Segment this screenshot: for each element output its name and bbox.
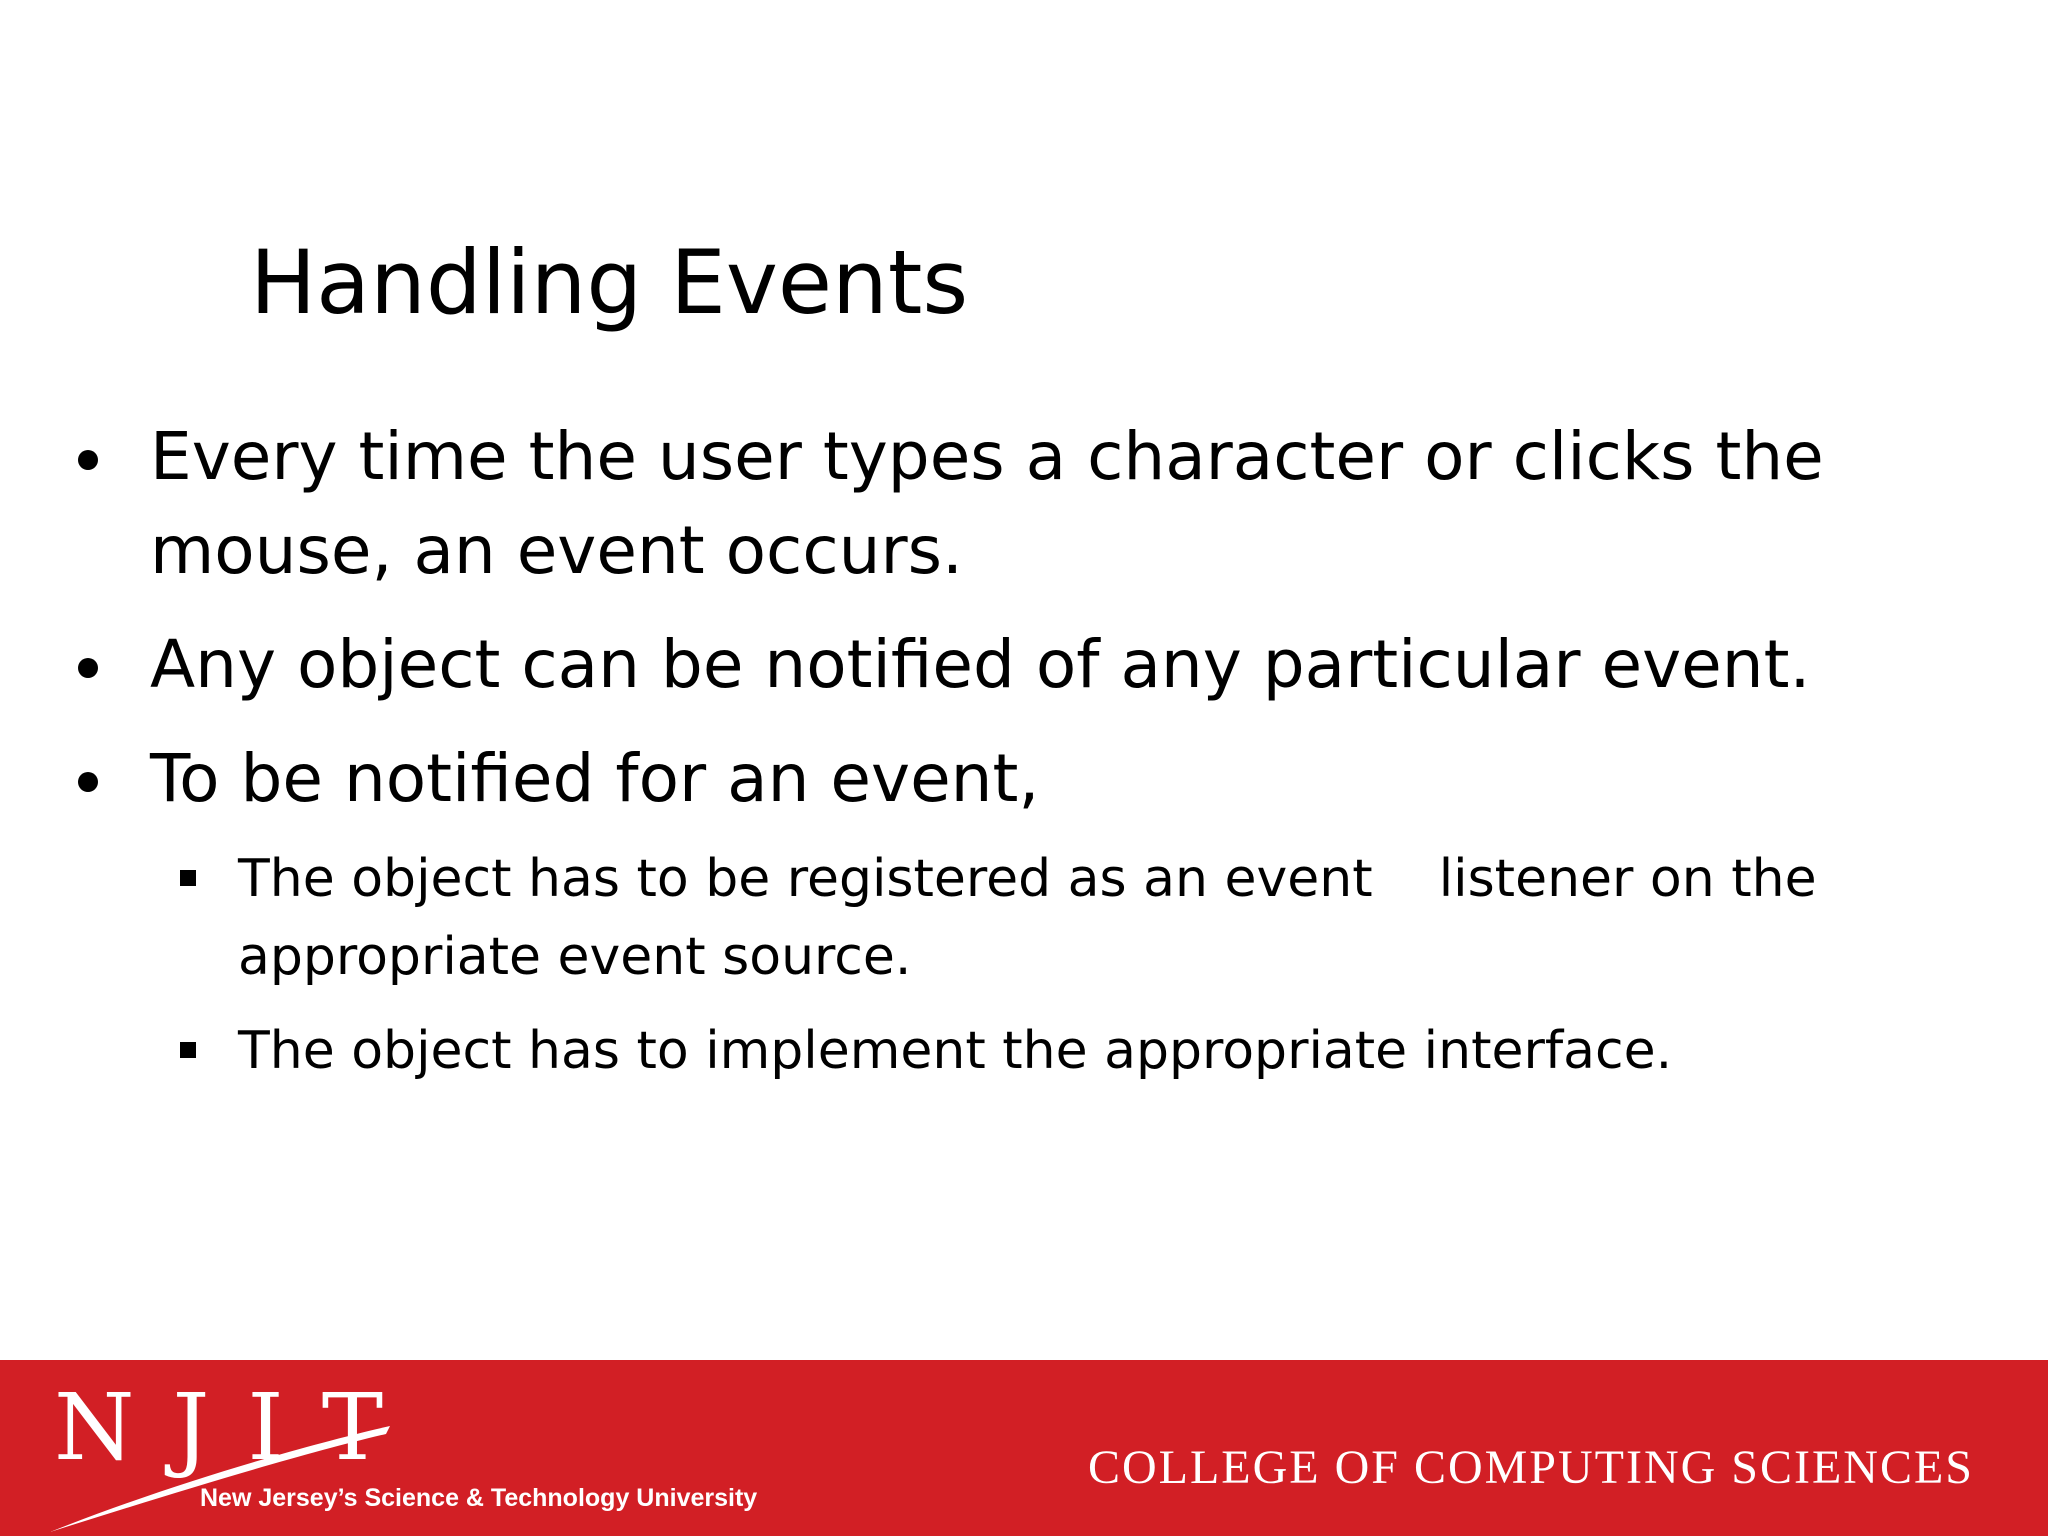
bullet-text: Any object can be notified of any particular event. xyxy=(150,626,1811,703)
sub-bullet-item xyxy=(0,840,1850,996)
footer-banner xyxy=(0,1360,2048,1536)
bullet-text: Every time the user types a character or clicks the mouse, an event occurs. xyxy=(150,418,1824,589)
sub-bullet-text: The object has to implement the appropriate interface. xyxy=(238,1021,1673,1081)
njit-logo xyxy=(50,1374,770,1534)
college-name: COLLEGE OF COMPUTING SCIENCES xyxy=(1087,1441,1974,1494)
logo-tagline: New Jersey’s Science & Technology University xyxy=(200,1484,758,1512)
bullet-item xyxy=(0,618,1850,712)
bullet-dot-icon xyxy=(78,658,98,678)
sub-bullet-item xyxy=(0,1012,1850,1090)
slide-title: Handling Events xyxy=(250,231,969,334)
bullet-dot-icon xyxy=(78,772,98,792)
bullet-item xyxy=(0,732,1850,826)
bullet-text: To be notified for an event, xyxy=(150,740,1040,817)
slide-content xyxy=(0,410,2048,1090)
bullet-dot-icon xyxy=(78,450,98,470)
sub-bullet-text: The object has to be registered as an event listener on the appropriate event source. xyxy=(238,849,1834,987)
square-bullet-icon xyxy=(180,1042,196,1058)
bullet-item xyxy=(0,410,1850,598)
square-bullet-icon xyxy=(180,870,196,886)
logo-letters: NJIT xyxy=(54,1374,422,1481)
